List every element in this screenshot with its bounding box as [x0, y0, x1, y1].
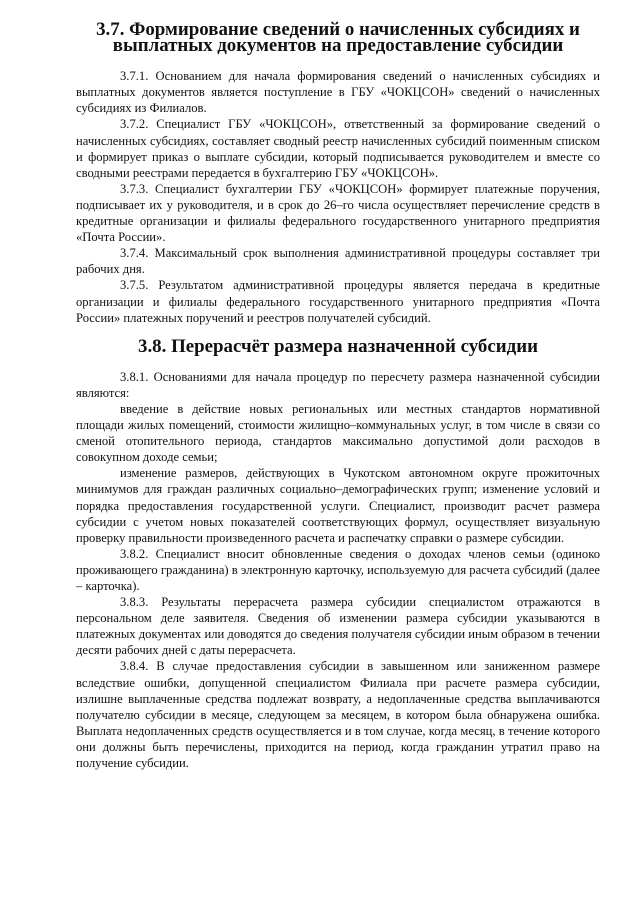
paragraph-3-8-4: 3.8.4. В случае предоставления субсидии в завышенном или заниженном размере вследствие ошибки, допущенной специалистом Филиала при расчете размера субсидии, излишне выплаченные средства подлежат возврату, а недоплаченные средства выплачиваются получателю субсидии в месяце, следующем за месяцем, в котором была обнаружена ошибка. Выплата недоплаченных средств осуществляется и в том случае, когда месяц, в течение которого они должны быть перечислены, приходится на период, когда гражданин утратил право на получение субсидии. — [76, 659, 600, 771]
paragraph-3-8-2: 3.8.2. Специалист вносит обновленные сведения о доходах членов семьи (одиноко проживающего гражданина) в электронную карточку, используемую для расчета субсидий (далее – карточка). — [76, 546, 600, 593]
paragraph-3-8-3: 3.8.3. Результаты перерасчета размера субсидии специалистом отражаются в персональном деле заявителя. Сведения об изменении размера субсидии указываются в платежных документах или доводятся до сведения получателя субсидии иным образом в течении десяти рабочих дней с даты перерасчета. — [76, 595, 600, 658]
paragraph-3-7-3: 3.7.3. Специалист бухгалтерии ГБУ «ЧОКЦСОН» формирует платежные поручения, подписывает их у руководителя, и в срок до 26–го числа осуществляет перечисление средств в кредитные организации и филиалы федерального государственного унитарного предприятия «Почта России». — [76, 181, 600, 245]
paragraph-3-8-1-item-minimums: изменение размеров, действующих в Чукотском автономном округе прожиточных минимумов для граждан различных социально–демографических групп; изменение условий и порядка предоставления государственной услуги. Специалист, производит расчет размера субсидии с учетом новых показателей соответствующих формул, осуществляет визуальную проверку правильности произведенного расчета и распечатку справки о размере субсидии. — [76, 466, 600, 545]
section-3-8-heading: 3.8. Перерасчёт размера назначенной субсидии — [138, 335, 538, 357]
paragraph-3-7-1: 3.7.1. Основанием для начала формирования сведений о начисленных субсидиях и выплатных документов является поступление в ГБУ «ЧОКЦСОН» сведений о начисленных субсидиях из Филиалов. — [76, 69, 600, 116]
section-3-8-body — [76, 369, 600, 771]
document-page — [76, 19, 600, 771]
section-3-7-body — [76, 68, 600, 326]
paragraph-3-8-1: 3.8.1. Основаниями для начала процедур по пересчету размера назначенной субсидии являются: — [76, 369, 600, 400]
section-3-7-heading: 3.7. Формирование сведений о начисленных субсидиях и выплатных документов на предоставление субсидии — [96, 19, 580, 57]
paragraph-3-7-2: 3.7.2. Специалист ГБУ «ЧОКЦСОН», ответственный за формирование сведений о начисленных субсидиях, составляет сводный реестр начисленных субсидий поименным списком и формирует приказ о выплате субсидии, который подписывается руководителем и вместе со сводными реестрами передается в бухгалтерию ГБУ «ЧОКЦСОН». — [76, 117, 600, 180]
paragraph-3-8-1-item-standards: введение в действие новых региональных или местных стандартов нормативной площади жилых помещений, стоимости жилищно–коммунальных услуг, в том числе в связи со сменой отопительного периода, стандартов максимально допустимой доли расходов в совокупном доходе семьи; — [76, 401, 600, 465]
paragraph-3-7-4: 3.7.4. Максимальный срок выполнения административной процедуры составляет три рабочих дня. — [76, 246, 600, 277]
paragraph-3-7-5: 3.7.5. Результатом административной процедуры является передача в кредитные организации и филиалы федерального государственного унитарного предприятия «Почта России» платежных поручений и реестров получателей субсидий. — [76, 278, 600, 325]
